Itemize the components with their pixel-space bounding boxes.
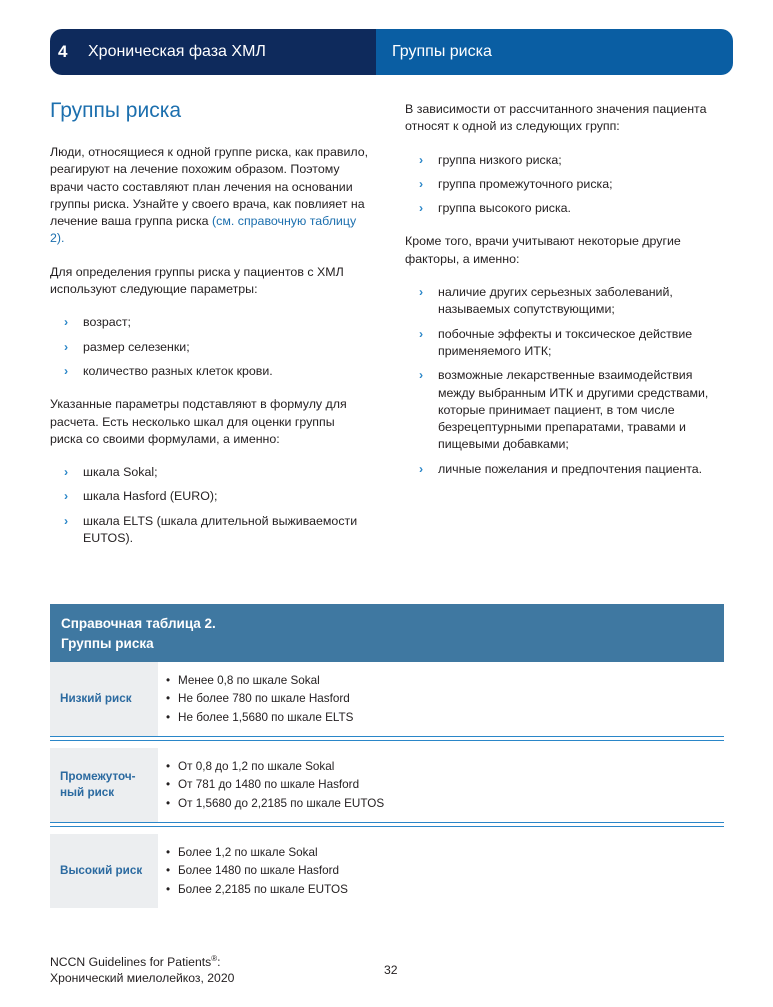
- list-item-text: размер селезенки;: [83, 339, 190, 354]
- parameters-paragraph: Для определения группы риска у пациентов с ХМЛ используют следующие параметры:: [50, 264, 344, 297]
- chapter-title: Хроническая фаза ХМЛ: [88, 43, 266, 60]
- list-item: [50, 488, 370, 505]
- risk-label-low: Низкий риск: [50, 662, 158, 736]
- chevron-right-icon: ›: [419, 176, 424, 191]
- list-item: [50, 513, 370, 548]
- table-header: [50, 604, 724, 662]
- list-item-text: побочные эффекты и токсическое действие применяемого ИТК;: [438, 326, 693, 358]
- chevron-right-icon: ›: [64, 363, 69, 378]
- list-item-text: возможные лекарственные взаимодействия между выбранным ИТК и другими средствами, которые принимает пациент, в том числе безрецептурными препаратами, травами и пищевыми добавками;: [438, 368, 709, 452]
- chevron-right-icon: ›: [64, 489, 69, 504]
- table-title-line2: Группы риска: [61, 636, 154, 651]
- list-item-text: шкала Hasford (EURO);: [83, 489, 218, 504]
- page-number: 32: [384, 963, 398, 977]
- left-column: [50, 98, 370, 563]
- list-item-text: количество разных клеток крови.: [83, 363, 273, 378]
- footer: [50, 951, 234, 986]
- risk-values: [158, 662, 724, 736]
- intro-paragraph: [50, 144, 370, 248]
- list-item: [405, 326, 730, 361]
- list-item-text: группа высокого риска.: [438, 201, 571, 216]
- risk-values: [158, 748, 724, 822]
- registered-mark: ®: [211, 954, 218, 963]
- list-item: [50, 464, 370, 481]
- right-column: [405, 101, 730, 494]
- chevron-right-icon: ›: [64, 513, 69, 528]
- list-item-text: личные пожелания и предпочтения пациента.: [438, 461, 703, 476]
- intro-text: Люди, относящиеся к одной группе риска, как правило, реагируют на лечение похожим образом. Поэтому врачи часто составляют план лечения на основании группы риска. Узнайте у своего врача, как повлияет на лечение ваша группа риска: [50, 145, 369, 229]
- risk-value: • Не более 1,5680 по шкале ELTS: [166, 709, 724, 727]
- chevron-right-icon: ›: [419, 368, 424, 383]
- chapter-header-left: [50, 29, 376, 75]
- risk-value: • Менее 0,8 по шкале Sokal: [166, 672, 724, 690]
- table-row: [50, 662, 724, 736]
- page-title: Группы риска: [50, 99, 182, 122]
- footer-publication: [50, 951, 234, 971]
- table-title-line1: Справочная таблица 2.: [61, 616, 216, 631]
- risk-value: • Более 2,2185 по шкале EUTOS: [166, 881, 724, 899]
- groups-paragraph: В зависимости от рассчитанного значения пациента относят к одной из следующих групп:: [405, 102, 707, 134]
- list-item: [405, 461, 730, 478]
- table-divider: [50, 822, 724, 827]
- footer-line1: NCCN Guidelines for Patients: [50, 955, 212, 970]
- list-item: [405, 200, 730, 217]
- list-item: [405, 284, 730, 319]
- list-item: [405, 367, 730, 453]
- list-item-text: наличие других серьезных заболеваний, называемых сопутствующими;: [438, 285, 673, 317]
- chevron-right-icon: ›: [419, 285, 424, 300]
- table-divider: [50, 736, 724, 741]
- footer-line1-suffix: :: [217, 955, 221, 970]
- formula-paragraph: Указанные параметры подставляют в формулу для расчета. Есть несколько шкал для оценки группы риска со своими формулами, а именно:: [50, 397, 347, 446]
- chapter-header: [50, 29, 733, 75]
- footer-line2: Хронический миелолейкоз, 2020: [50, 970, 235, 985]
- factors-paragraph: Кроме того, врачи учитывают некоторые другие факторы, а именно:: [405, 234, 681, 266]
- list-item-text: шкала Sokal;: [83, 465, 158, 480]
- groups-list: [405, 152, 730, 218]
- table-row: [50, 748, 724, 822]
- risk-label-high: Высокий риск: [50, 834, 158, 908]
- chevron-right-icon: ›: [419, 461, 424, 476]
- list-item: [405, 152, 730, 169]
- list-item: [50, 339, 370, 356]
- list-item-text: группа промежуточного риска;: [438, 176, 613, 191]
- section-name: [376, 29, 733, 75]
- risk-value: • От 1,5680 до 2,2185 по шкале EUTOS: [166, 795, 724, 813]
- risk-value: • От 0,8 до 1,2 по шкале Sokal: [166, 758, 724, 776]
- list-item-text: возраст;: [83, 315, 131, 330]
- list-item-text: группа низкого риска;: [438, 152, 562, 167]
- chevron-right-icon: ›: [419, 201, 424, 216]
- factors-list: [405, 284, 730, 478]
- parameters-list: [50, 314, 370, 380]
- table-reference-link[interactable]: (см. справочную таблицу 2).: [50, 214, 357, 246]
- chapter-number: 4: [58, 42, 68, 61]
- table-row: [50, 834, 724, 908]
- list-item: [405, 176, 730, 193]
- risk-value: • Не более 780 по шкале Hasford: [166, 690, 724, 708]
- section-label: Группы риска: [392, 43, 492, 60]
- list-item: [50, 363, 370, 380]
- scales-list: [50, 464, 370, 547]
- reference-table: [50, 604, 724, 908]
- risk-label-intermediate: Промежуточ-ный риск: [50, 748, 158, 822]
- risk-value: • Более 1480 по шкале Hasford: [166, 862, 724, 880]
- chevron-right-icon: ›: [419, 152, 424, 167]
- chevron-right-icon: ›: [64, 315, 69, 330]
- chevron-right-icon: ›: [419, 326, 424, 341]
- list-item: [50, 314, 370, 331]
- risk-values: [158, 834, 724, 908]
- risk-value: • Более 1,2 по шкале Sokal: [166, 844, 724, 862]
- list-item-text: шкала ELTS (шкала длительной выживаемости EUTOS).: [83, 513, 358, 546]
- chevron-right-icon: ›: [64, 465, 69, 480]
- chevron-right-icon: ›: [64, 339, 69, 354]
- risk-value: • От 781 до 1480 по шкале Hasford: [166, 776, 724, 794]
